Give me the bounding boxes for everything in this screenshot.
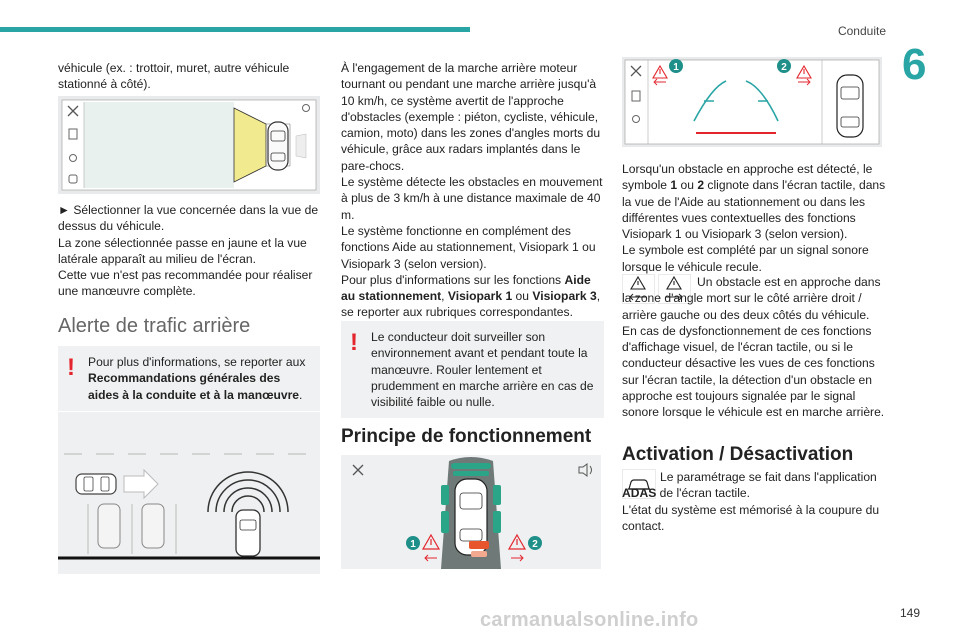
right-paragraph-2: Le symbole est complété par un signal sonore lorsque le véhicule recule. (622, 243, 869, 274)
right-paragraph-1: Lorsqu'un obstacle en approche est détecté, le symbole 1 ou 2 clignote dans l'écran tactile, dans la vue de l'Aide au stationnement ou dans les différentes vues contextuelles des fonctions Visiopark 1 ou Visiopark 3 (selon version). (622, 162, 886, 242)
parked-cars-icon (98, 504, 260, 556)
operating-principle-illustration (341, 455, 601, 569)
left-paragraph-4: Cette vue n'est pas recommandée pour réaliser une manœuvre complète. (58, 268, 313, 299)
radar-waves-icon (208, 472, 288, 512)
badge-1: 1 (673, 62, 679, 73)
warning-icon: ! (350, 329, 358, 356)
section-heading-principle: Principe de fonctionnement (341, 426, 592, 447)
left-body-text (58, 202, 322, 300)
link-visiopark-3: Visiopark 3 (532, 289, 597, 304)
badge-1: 1 (410, 539, 416, 550)
warning-box-left (58, 346, 320, 411)
warning-middle-text: Le conducteur doit surveiller son environnement avant et pendant toute la manœuvre. Rouler lentement et prudemment en marche arrière en cas de visibilité faible ou nulle. (371, 330, 594, 410)
warning-left-text-a: Pour plus d'informations, se reporter aux (88, 355, 306, 369)
badge-2: 2 (532, 539, 538, 550)
warning-left-link: Recommandations générales des aides à la conduite et à la manœuvre (88, 371, 300, 402)
right-paragraph-6: L'état du système est mémorisé à la coupure du contact. (622, 502, 880, 533)
close-icon (353, 465, 363, 475)
left-intro-text (58, 60, 320, 93)
rear-left-warning-icon (423, 535, 439, 561)
watermark: carmanualsonline.info (480, 609, 699, 631)
right-body-text-3 (622, 469, 886, 534)
badge-2: 2 (781, 62, 787, 73)
direction-arrow-icon (124, 470, 158, 498)
chapter-number: 6 (902, 40, 927, 89)
camera-view-illustration (622, 57, 882, 147)
left-paragraph-1: véhicule (ex. : trottoir, muret, autre véhicule stationné à côté). (58, 61, 290, 92)
left-paragraph-3: La zone sélectionnée passe en jaune et la vue latérale apparaît au milieu de l'écran. (58, 235, 307, 266)
parking-view-illustration (58, 96, 320, 194)
middle-paragraph-1: À l'engagement de la marche arrière moteur tournant ou pendant une marche arrière jusqu'à 10 km/h, ce système avertit de l'approche d'obstacles (exemple : piéton, cycliste, véhicule, camion, moto) dans les zones d'angles morts du véhicule, grâce aux radars implantés dans le pare-chocs. (341, 61, 601, 173)
left-paragraph-2: ► Sélectionner la vue concernée dans la vue de dessus du véhicule. (58, 203, 319, 234)
warning-left-text-c: . (299, 387, 303, 402)
header-accent-bar (0, 27, 470, 32)
right-paragraph-3: Un obstacle est en approche dans la zone d'angle mort sur le côté arrière droit / arrière gauche ou des deux côtés du véhicule. (622, 275, 881, 322)
warning-box-middle (341, 321, 604, 418)
car-top-view-icon (268, 122, 288, 170)
right-paragraph-5: Le paramétrage se fait dans l'application ADAS de l'écran tactile. (622, 470, 877, 501)
middle-paragraph-3: Le système fonctionne en complément des fonctions Aide au stationnement, Visiopark 1 ou Visiopark 3 (selon version). (341, 223, 596, 271)
middle-paragraph-4: Pour plus d'informations sur les fonctions Aide au stationnement, Visiopark 1 ou Visiopark 3, se reporter aux rubriques correspondantes. (341, 272, 601, 320)
sound-icon (579, 464, 592, 476)
rear-traffic-illustration (58, 412, 320, 574)
page-number: 149 (900, 606, 921, 620)
right-body-text-1 (622, 161, 886, 275)
right-paragraph-4: En cas de dysfonctionnement de ces fonctions d'affichage visuel, de l'écran tactile, ou si le conducteur désactive les vues de ces fonctions sur l'écran tactile, la détection d'un obstacle en approche est toujours signalée par le signal sonore lorsque le véhicule est en marche arrière. (622, 323, 885, 420)
right-body-text-2 (622, 274, 886, 421)
adas-app-name: ADAS (622, 486, 657, 501)
link-visiopark-1: Visiopark 1 (447, 289, 513, 304)
warning-icon: ! (67, 354, 75, 381)
middle-paragraph-2: Le système détecte les obstacles en mouvement à plus de 3 km/h à une distance maximale de 40 m. (341, 175, 603, 222)
section-title: Conduite (837, 24, 886, 38)
section-heading-activation: Activation / Désactivation (622, 444, 854, 465)
approaching-car-icon (76, 474, 116, 494)
section-heading-rear-traffic: Alerte de trafic arrière (58, 315, 251, 337)
middle-body-text (341, 60, 606, 321)
rear-right-warning-icon (509, 535, 525, 561)
car-top-view-icon (837, 75, 863, 137)
link-aide-stationnement: Aide au stationnement (341, 272, 591, 304)
